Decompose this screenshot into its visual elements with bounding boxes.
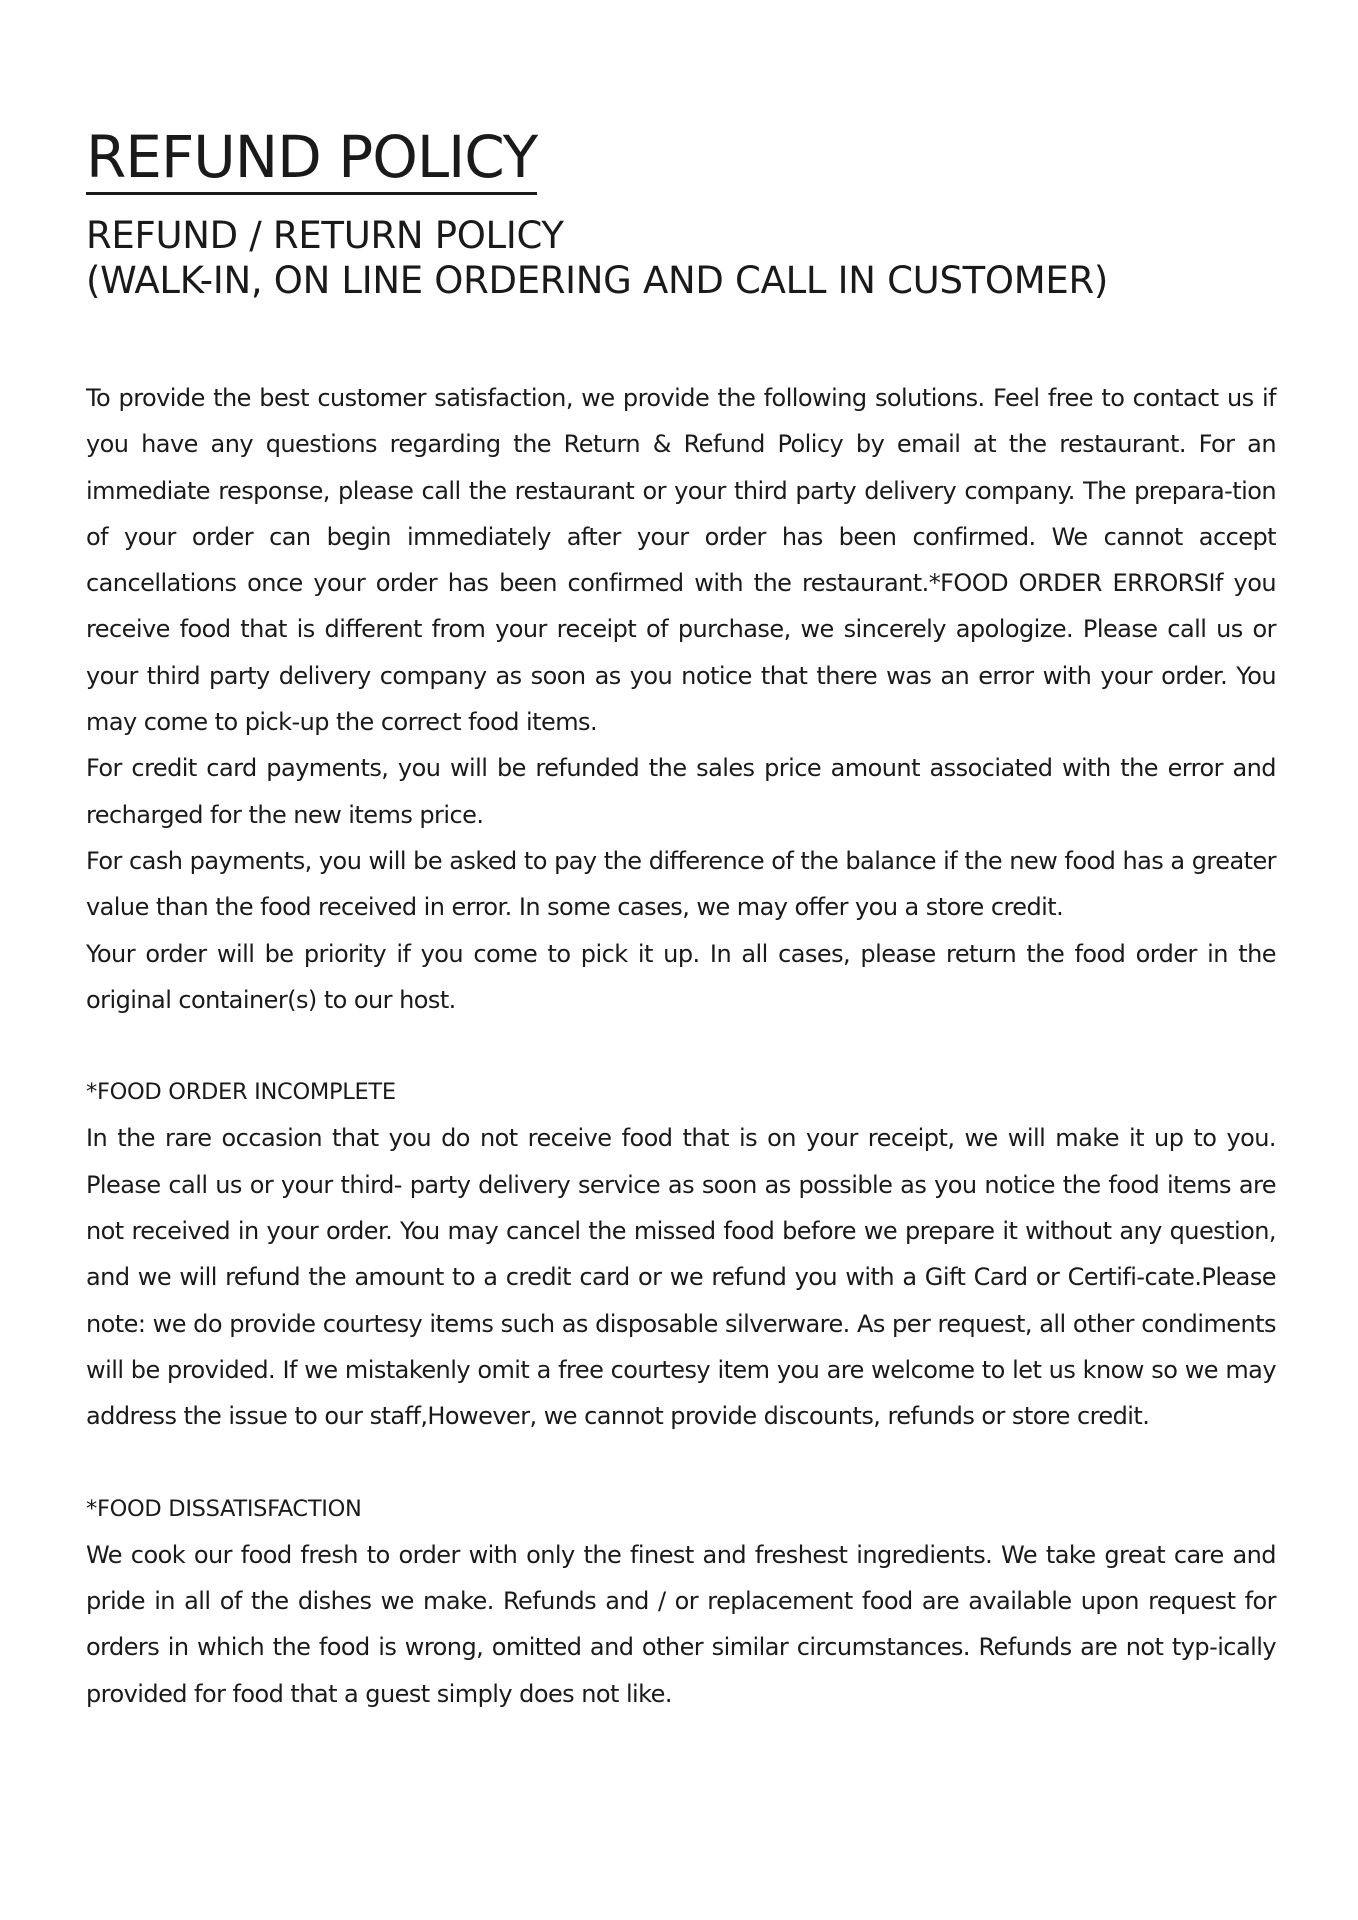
incomplete-heading: *FOOD ORDER INCOMPLETE — [86, 1079, 396, 1106]
subtitle-line-2: (WALK-IN, ON LINE ORDERING AND CALL IN CUSTOMER) — [86, 259, 1108, 302]
credit-card-paragraph: For credit card payments, you will be refunded the sales price amount associated with the error and recharged for the new items price. — [86, 754, 1276, 829]
page-subtitle — [86, 213, 1276, 303]
intro-paragraph: To provide the best customer satisfaction, we provide the following solutions. Feel free to contact us if you have any questions regarding the Return & Refund Policy by email at the restaurant. For an immediate response, please call the restaurant or your third party delivery company. The prepara-tion of your order can begin immediately after your order has been confirmed. We cannot accept cancellations once your order has been confirmed with the restaurant.*FOOD ORDER ERRORSIf you receive food that is different from your receipt of purchase, we sincerely apologize. Please call us or your third party delivery company as soon as you notice that there was an error with your order. You may come to pick-up the correct food items. — [86, 384, 1276, 737]
page-title: REFUND POLICY — [86, 124, 537, 195]
priority-paragraph: Your order will be priority if you come to pick it up. In all cases, please return the food order in the original container(s) to our host. — [86, 939, 1276, 1014]
section-spacer — [86, 1440, 1276, 1486]
cash-paragraph: For cash payments, you will be asked to pay the difference of the balance if the new food has a greater value than the food received in error. In some cases, we may offer you a store credit. — [86, 846, 1276, 922]
dissatisfaction-heading: *FOOD DISSATISFACTION — [86, 1495, 362, 1522]
section-spacer — [86, 1023, 1276, 1069]
subtitle-line-1: REFUND / RETURN POLICY — [86, 214, 564, 257]
policy-body — [86, 375, 1276, 1717]
document-page — [86, 124, 1276, 1717]
dissatisfaction-paragraph: We cook our food fresh to order with only the finest and freshest ingredients. We take great care and pride in all of the dishes we make. Refunds and / or replacement food are available upon request for orders in which the food is wrong, omitted and other similar circumstances. Refunds are not typ-ically provided for food that a guest simply does not like. — [86, 1540, 1276, 1708]
incomplete-paragraph: In the rare occasion that you do not receive food that is on your receipt, we will make it up to you. Please call us or your third- party delivery service as soon as possible as you notice the food items are not received in your order. You may cancel the missed food before we prepare it without any question, and we will refund the amount to a credit card or we refund you with a Gift Card or Certifi-cate.Please note: we do provide courtesy items such as disposable silverware. As per request, all other condiments will be provided. If we mistakenly omit a free courtesy item you are welcome to let us know so we may address the issue to our staff,However, we cannot provide discounts, refunds or store credit. — [86, 1124, 1276, 1431]
